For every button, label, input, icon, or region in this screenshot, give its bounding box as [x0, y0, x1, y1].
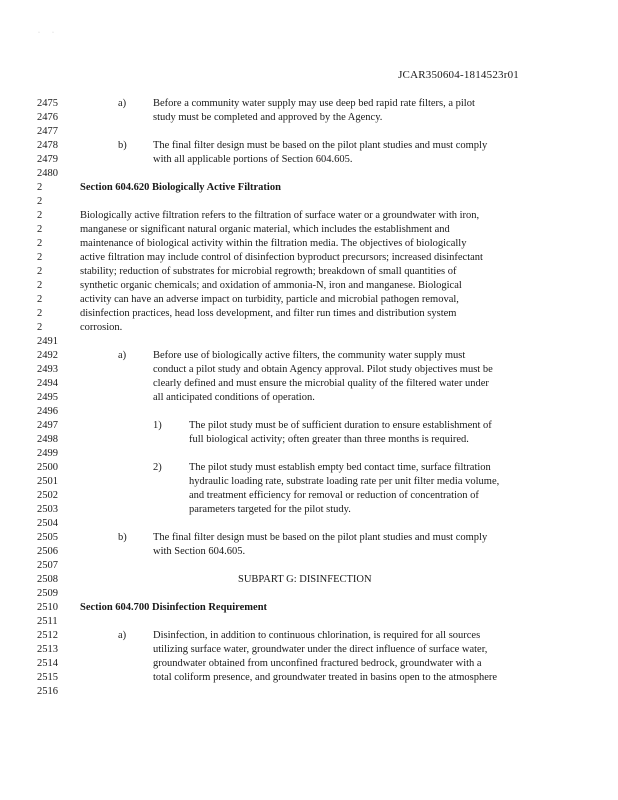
line-number: 2504 — [37, 518, 58, 529]
line-number: 2513 — [37, 644, 58, 655]
line-number: 2498 — [37, 434, 58, 445]
line-number: 2492 — [37, 350, 58, 361]
line-number: 2 — [37, 238, 43, 249]
item-label-2: 2) — [153, 462, 162, 473]
subpart-heading: SUBPART G: DISINFECTION — [238, 574, 372, 585]
text-line: with all applicable portions of Section 604.605. — [153, 154, 353, 165]
line-number: 2491 — [37, 336, 58, 347]
line-number: 2 — [37, 182, 43, 193]
line-number: 2495 — [37, 392, 58, 403]
line-number: 2512 — [37, 630, 58, 641]
text-line: The final filter design must be based on the pilot plant studies and must comply — [153, 140, 488, 151]
line-number: 2 — [37, 266, 43, 277]
text-line: groundwater obtained from unconfined fractured bedrock, groundwater with a — [153, 658, 482, 669]
line-number: 2506 — [37, 546, 58, 557]
text-line: maintenance of biological activity within the filtration media. The objectives of biologically — [80, 238, 467, 249]
text-line: Before use of biologically active filters, the community water supply must — [153, 350, 466, 361]
text-line: total coliform presence, and groundwater treated in basins open to the atmosphere — [153, 672, 498, 683]
text-line: all anticipated conditions of operation. — [153, 392, 315, 403]
text-line: stability; reduction of substrates for microbial regrowth; breakdown of small quantities of — [80, 266, 457, 277]
text-line: Before a community water supply may use deep bed rapid rate filters, a pilot — [153, 98, 475, 109]
text-line: activity can have an adverse impact on turbidity, particle and microbial pathogen removal, — [80, 294, 459, 305]
text-line: The final filter design must be based on the pilot plant studies and must comply — [153, 532, 488, 543]
line-number: 2 — [37, 322, 43, 333]
text-line: hydraulic loading rate, substrate loading rate per unit filter media volume, — [189, 476, 500, 487]
line-number: 2 — [37, 210, 43, 221]
line-number: 2501 — [37, 476, 58, 487]
line-number: 2 — [37, 280, 43, 291]
line-number: 2 — [37, 308, 43, 319]
line-number: 2494 — [37, 378, 58, 389]
section-heading: Section 604.620 Biologically Active Filtration — [80, 182, 281, 193]
line-number: 2496 — [37, 406, 58, 417]
text-line: clearly defined and must ensure the microbial quality of the filtered water under — [153, 378, 489, 389]
text-line: full biological activity; often greater than three months is required. — [189, 434, 469, 445]
section-heading: Section 604.700 Disinfection Requirement — [80, 602, 268, 613]
text-line: The pilot study must establish empty bed contact time, surface filtration — [189, 462, 491, 473]
item-label-b: b) — [118, 532, 127, 543]
item-label-a: a) — [118, 350, 127, 361]
text-line: with Section 604.605. — [153, 546, 246, 557]
line-number: 2476 — [37, 112, 58, 123]
line-number: 2478 — [37, 140, 58, 151]
text-line: Biologically active filtration refers to the filtration of surface water or a groundwater with iron, — [80, 210, 480, 221]
line-number: 2515 — [37, 672, 58, 683]
line-number: 2503 — [37, 504, 58, 515]
line-number: 2499 — [37, 448, 58, 459]
line-number: 2511 — [37, 616, 58, 627]
line-number: 2502 — [37, 490, 58, 501]
text-line: corrosion. — [80, 322, 123, 333]
text-line: manganese or significant natural organic material, which includes the establishment and — [80, 224, 450, 235]
line-number: 2 — [37, 224, 43, 235]
line-number: 2493 — [37, 364, 58, 375]
line-number: 2497 — [37, 420, 58, 431]
line-number: 2 — [37, 294, 43, 305]
line-number: 2 — [37, 196, 43, 207]
text-line: synthetic organic chemicals; and oxidation of ammonia-N, iron and manganese. Biological — [80, 280, 462, 291]
item-label-b: b) — [118, 140, 127, 151]
line-number: 2477 — [37, 126, 58, 137]
text-line: disinfection practices, head loss development, and filter run times and distribution system — [80, 308, 457, 319]
text-line: active filtration may include control of disinfection byproduct precursors; increased disinfectant — [80, 252, 483, 263]
line-number: 2514 — [37, 658, 58, 669]
line-number: 2507 — [37, 560, 58, 571]
scan-specks: · · — [38, 30, 54, 36]
line-number: 2508 — [37, 574, 58, 585]
item-label-a: a) — [118, 98, 127, 109]
line-number: 2480 — [37, 168, 58, 179]
line-number: 2510 — [37, 602, 58, 613]
text-line: The pilot study must be of sufficient duration to ensure establishment of — [189, 420, 492, 431]
text-line: conduct a pilot study and obtain Agency approval. Pilot study objectives must be — [153, 364, 493, 375]
line-number: 2500 — [37, 462, 58, 473]
item-label-a: a) — [118, 630, 127, 641]
item-label-1: 1) — [153, 420, 162, 431]
text-line: parameters targeted for the pilot study. — [189, 504, 351, 515]
line-number: 2516 — [37, 686, 58, 697]
line-number: 2 — [37, 252, 43, 263]
document-id: JCAR350604-1814523r01 — [398, 69, 519, 81]
text-line: study must be completed and approved by the Agency. — [153, 112, 383, 123]
line-number: 2509 — [37, 588, 58, 599]
text-line: utilizing surface water, groundwater under the direct influence of surface water, — [153, 644, 488, 655]
text-line: and treatment efficiency for removal or reduction of concentration of — [189, 490, 479, 501]
line-number: 2479 — [37, 154, 58, 165]
line-number: 2475 — [37, 98, 58, 109]
text-line: Disinfection, in addition to continuous chlorination, is required for all sources — [153, 630, 481, 641]
line-number: 2505 — [37, 532, 58, 543]
